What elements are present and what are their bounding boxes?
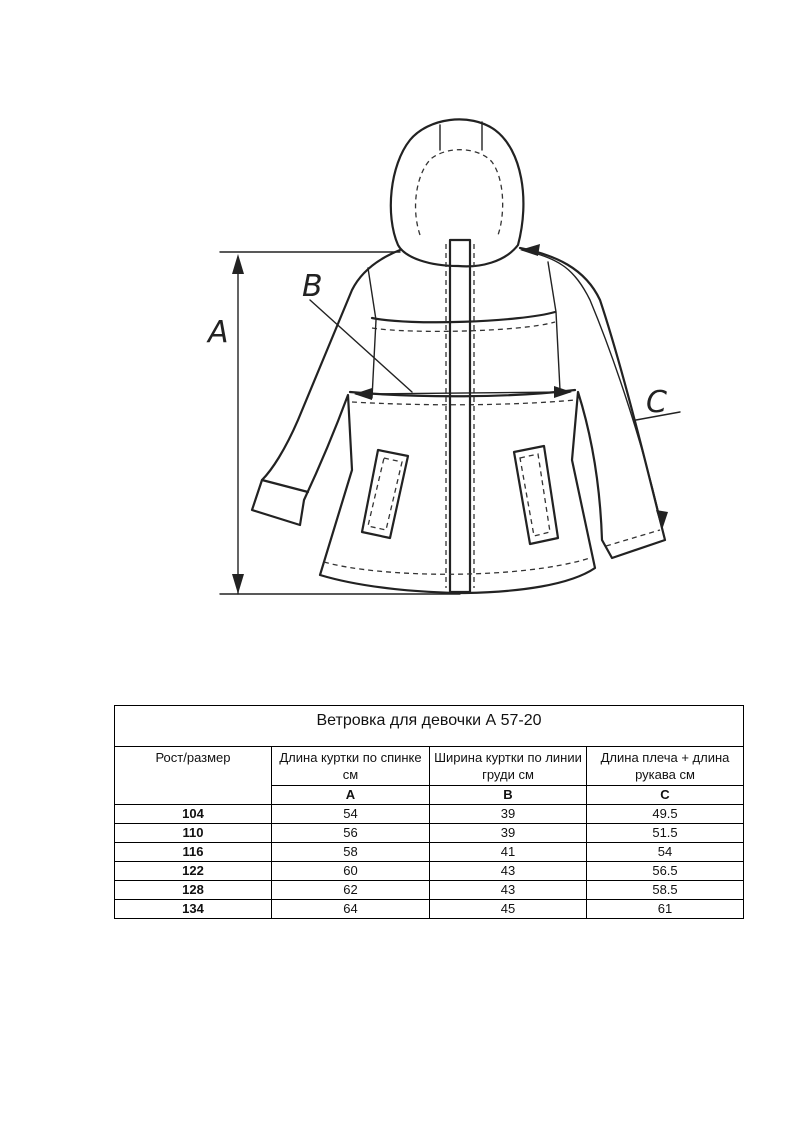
measurement-value: 45 xyxy=(430,900,587,919)
header-sleeve-length: Длина плеча + длина рукава см xyxy=(587,747,744,786)
hem-stitch xyxy=(324,558,590,574)
table-row xyxy=(115,900,744,919)
dimension-a-arrow-bottom xyxy=(232,574,244,594)
measurement-value: 49.5 xyxy=(587,805,744,824)
hood-outline xyxy=(391,119,524,266)
size-value: 122 xyxy=(115,862,272,881)
dimension-c-line xyxy=(522,250,662,528)
header-size: Рост/размер xyxy=(115,747,272,805)
zipper-placket xyxy=(450,240,470,592)
dimension-c-arrow-top xyxy=(520,244,540,256)
cuff-left xyxy=(262,480,308,492)
dimension-b-arrow-right xyxy=(554,386,572,398)
size-value: 104 xyxy=(115,805,272,824)
measurement-value: 54 xyxy=(587,843,744,862)
header-chest-width: Ширина куртки по линии груди см xyxy=(430,747,587,786)
measurement-value: 51.5 xyxy=(587,824,744,843)
measurement-value: 43 xyxy=(430,862,587,881)
measurement-value: 39 xyxy=(430,805,587,824)
measurement-value: 54 xyxy=(272,805,430,824)
hood-top-panel xyxy=(440,122,482,150)
measurement-value: 61 xyxy=(587,900,744,919)
size-table-container xyxy=(114,705,743,919)
dimension-b-leader xyxy=(310,300,412,392)
measurement-value: 62 xyxy=(272,881,430,900)
size-value: 116 xyxy=(115,843,272,862)
table-row xyxy=(115,881,744,900)
dimension-b-label: B xyxy=(302,269,323,304)
yoke-stitch xyxy=(372,322,555,331)
dimension-c-label: C xyxy=(646,385,667,420)
size-value: 128 xyxy=(115,881,272,900)
table-row xyxy=(115,805,744,824)
header-letter-b: В xyxy=(430,786,587,805)
table-row xyxy=(115,843,744,862)
measurement-value: 56.5 xyxy=(587,862,744,881)
header-letter-c: С xyxy=(587,786,744,805)
table-row xyxy=(115,824,744,843)
table-row xyxy=(115,862,744,881)
yoke-seam xyxy=(372,312,555,322)
dimension-a-arrow-top xyxy=(232,254,244,274)
dimension-a-label: A xyxy=(208,315,229,350)
dimension-c-arrow-bottom xyxy=(656,510,668,530)
measurement-value: 56 xyxy=(272,824,430,843)
pocket-right-inner xyxy=(520,454,550,536)
measurement-value: 60 xyxy=(272,862,430,881)
size-table xyxy=(114,705,744,919)
measurement-value: 58.5 xyxy=(587,881,744,900)
header-letter-a: А xyxy=(272,786,430,805)
header-length: Длина куртки по спинке см xyxy=(272,747,430,786)
pocket-left-inner xyxy=(368,458,402,530)
table-title: Ветровка для девочки А 57-20 xyxy=(115,706,744,747)
shoulder-seam-left xyxy=(368,268,376,398)
waist-stitch xyxy=(352,400,575,405)
table-body xyxy=(115,805,744,919)
hood-inner-line xyxy=(416,150,503,235)
dimension-b-arrow-left xyxy=(354,388,372,400)
measurement-value: 58 xyxy=(272,843,430,862)
size-value: 110 xyxy=(115,824,272,843)
measurement-value: 41 xyxy=(430,843,587,862)
measurement-value: 39 xyxy=(430,824,587,843)
measurement-value: 43 xyxy=(430,881,587,900)
measurement-value: 64 xyxy=(272,900,430,919)
shoulder-seam-right xyxy=(548,262,560,390)
size-value: 134 xyxy=(115,900,272,919)
